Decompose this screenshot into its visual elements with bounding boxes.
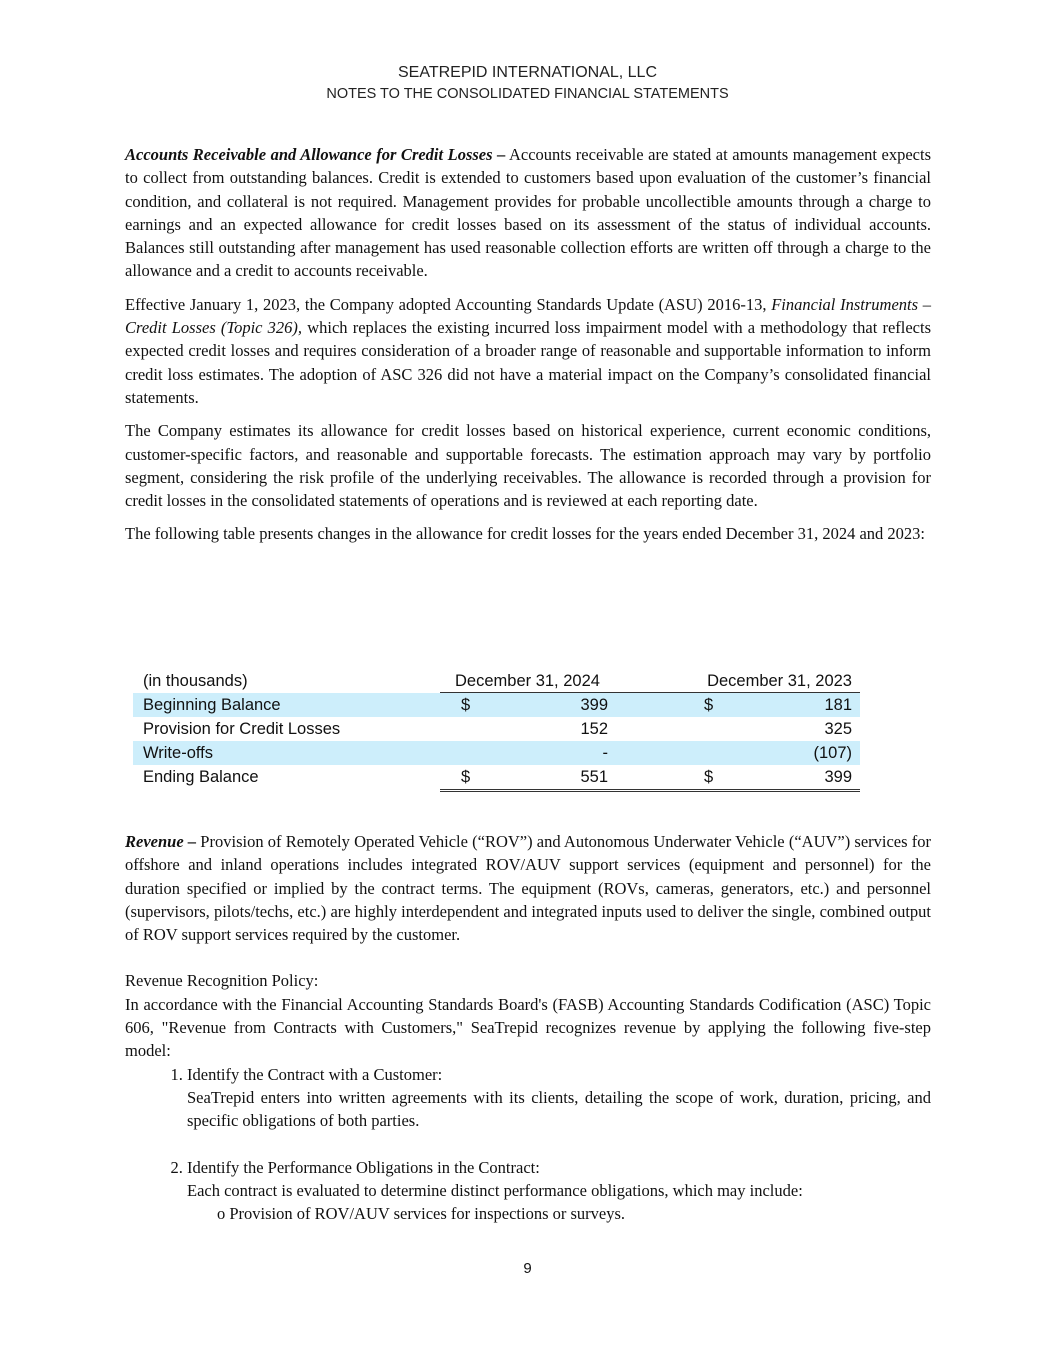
currency-2024: $ [461,696,471,714]
page-number: 9 [523,1260,532,1277]
step-title: 2. Identify the Performance Obligations in the Contract: [187,1157,540,1177]
value-2023: (107) [813,744,852,762]
ar-section [125,143,931,556]
row-label: Ending Balance [143,768,259,786]
step-text: Each contract is evaluated to determine distinct performance obligations, which may include: [187,1180,803,1200]
asu-text: Effective January 1, 2023, the Company adopted Accounting Standards Update (ASU) 2016-13, [125,294,772,314]
ar-paragraph-3: The Company estimates its allowance for credit losses based on historical experience, current economic conditions, customer-specific factors, and reasonable and supportable forecasts. The estimation approach may vary by portfolio segment, considering the risk profile of the underlying receivables. The allowance is recorded through a provision for credit losses in the consolidated statements of operations and is reviewed at each reporting date. [125,421,931,511]
asu-text-cont: which replaces the existing incurred loss impairment model with a methodology that reflects expected credit losses and requires consideration of a broader range of reasonable and supportable information to inform credit loss estimates. The adoption of ASC 326 did not have a material impact on the Company’s consolidated financial statements. [125,318,932,407]
revenue-heading: Revenue – [125,832,197,851]
table-row [133,765,860,789]
step-text: SeaTrepid enters into written agreements with its clients, detailing the scope of work, duration, pricing, and specific obligations of both parties. [187,1087,931,1131]
row-label: Beginning Balance [143,696,281,714]
currency-2023: $ [704,696,714,714]
col-header-2023: December 31, 2023 [707,672,852,690]
row-label: Write-offs [143,744,213,762]
currency-2023: $ [704,768,714,786]
step-1 [187,1063,931,1133]
ar-paragraph-4: The following table presents changes in the allowance for credit losses for the years ended December 31, 2024 and 2023: [125,524,925,544]
col-header-2024: December 31, 2024 [455,672,600,690]
policy-intro: In accordance with the Financial Accounting Standards Board's (FASB) Accounting Standards Codification (ASC) Topic 606, "Revenue from Contracts with Customers," SeaTrepid recognizes revenue by applying the following five-step model: [125,994,931,1061]
ar-text: Accounts receivable are stated at amounts management expects to collect from outstanding balances. Credit is extended to customers based upon evaluation of the customer’s financial condition, and collateral is not required. Management provides for probable uncollectible amounts through a charge to earnings and an expected allowance for credit losses based on its assessment of the status of individual accounts. Balances still outstanding after management has used reasonable collection efforts are written off through a charge to the allowance and a credit to accounts receivable. [125,145,931,281]
currency-2024: $ [461,768,471,786]
revenue-paragraph [125,830,931,946]
value-2023: 181 [824,696,852,714]
ar-heading: Accounts Receivable and Allowance for Credit Losses – [125,145,506,164]
company-name: SEATREPID INTERNATIONAL, LLC [397,64,657,81]
step-title: 1. Identify the Contract with a Customer: [187,1064,443,1084]
table-row [133,717,860,741]
step-bullet: o Provision of ROV/AUV services for inspections or surveys. [217,1204,626,1224]
value-2023: 325 [824,720,852,738]
document-subtitle: NOTES TO THE CONSOLIDATED FINANCIAL STATEMENTS [326,86,729,102]
table-row [133,741,860,765]
unit-label: (in thousands) [143,672,248,690]
value-2024: 551 [580,768,608,786]
table-header-row [133,669,860,693]
value-2024: 399 [580,696,608,714]
policy-title: Revenue Recognition Policy: [125,971,319,991]
ar-paragraph-2 [125,293,931,409]
five-step-list [125,1063,931,1226]
allowance-table [133,669,860,789]
table-row [133,693,860,717]
revenue-text: Provision of Remotely Operated Vehicle (“ROV”) and Autonomous Underwater Vehicle (“AUV”) services for offshore and inland operations includes integrated ROV/AUV support services (equipment and personnel) for the duration specified or implied by the contract terms. The equipment (ROVs, cameras, generators, etc.) and personnel (supervisors, pilots/techs, etc.) are highly interdependent and integrated inputs used to deliver the single, combined output of ROV support services required by the customer. [125,832,931,945]
total-rule [440,789,860,790]
ar-paragraph-1 [125,143,931,283]
row-label: Provision for Credit Losses [143,720,341,738]
value-2024: - [602,744,608,762]
step-2 [187,1156,931,1226]
value-2024: 152 [580,720,608,738]
value-2023: 399 [824,768,852,786]
asu-title: Financial Instruments – Credit Losses (Topic 326), [125,294,932,338]
total-rule-double [440,791,860,792]
revenue-section [125,830,931,1225]
